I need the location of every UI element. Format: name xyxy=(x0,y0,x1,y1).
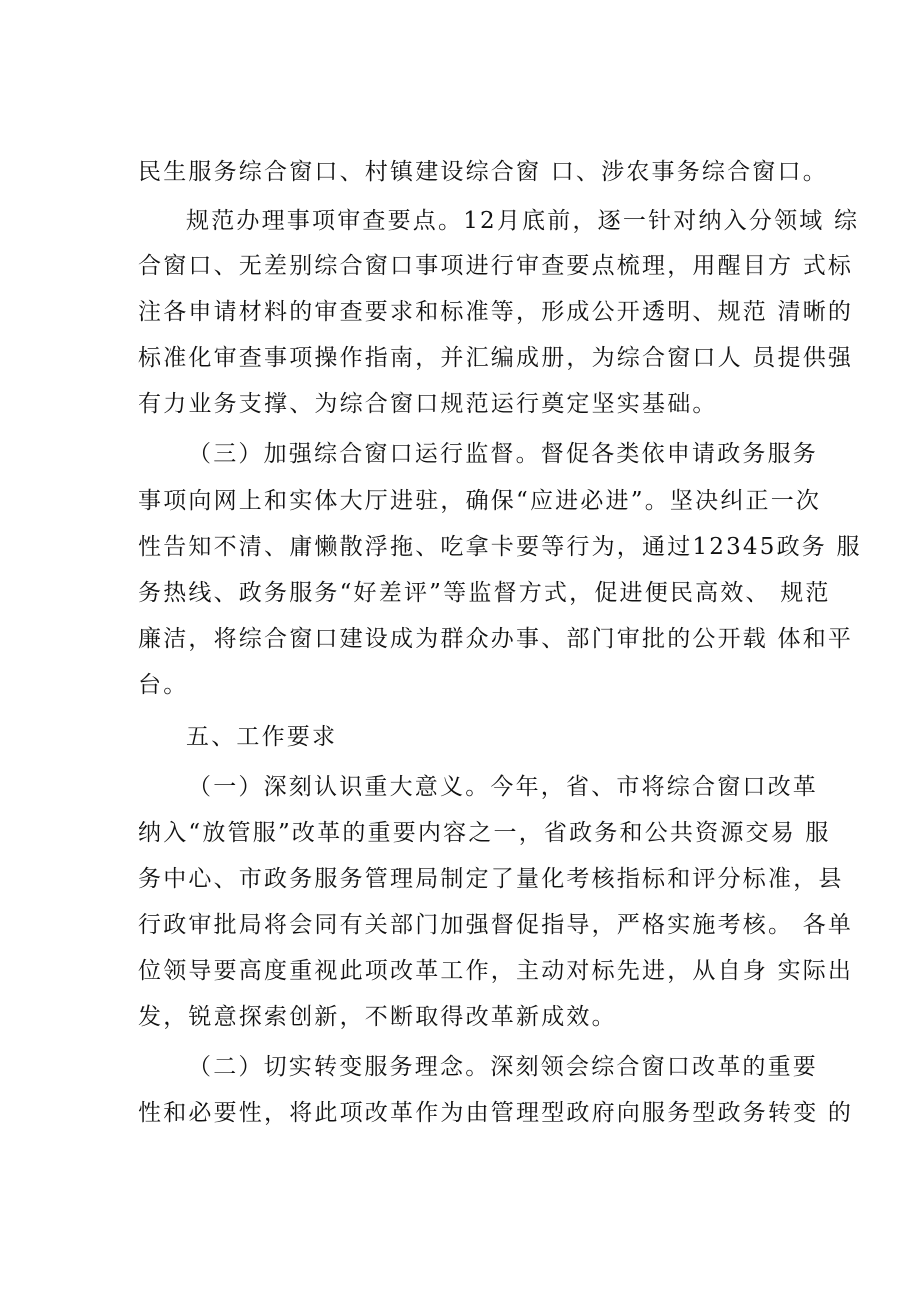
text-line: 务中心、市政务服务管理局制定了量化考核指标和评分标准，县 xyxy=(138,866,844,892)
text-line: 有力业务支撑、为综合窗口规范运行奠定坚实基础。 xyxy=(138,391,718,417)
text-line: 规范办理事项审查要点。12月底前，逐一针对纳入分领域 综 xyxy=(186,208,860,234)
text-line: 台。 xyxy=(138,672,189,698)
text-line: 事项向网上和实体大厅进驻，确保“应进必进”。坚决纠正一次 xyxy=(138,488,822,514)
text-line: 民生服务综合窗口、村镇建设综合窗 口、涉农事务综合窗口。 xyxy=(138,159,828,185)
text-line: 廉洁，将综合窗口建设成为群众办事、部门审批的公开载 体和平 xyxy=(138,626,854,652)
text-line: 合窗口、无差别综合窗口事项进行审查要点梳理，用醒目方 式标 xyxy=(138,253,854,279)
text-line: 行政审批局将会同有关部门加强督促指导，严格实施考核。 各单 xyxy=(138,912,854,938)
text-line: 纳入“放管服”改革的重要内容之一，省政务和公共资源交易 服 xyxy=(138,820,831,846)
text-line: 性告知不清、庸懒散浮拖、吃拿卡要等行为，通过12345政务 服 xyxy=(138,534,862,560)
text-line: 位领导要高度重视此项改革工作，主动对标先进，从自身 实际出 xyxy=(138,958,854,984)
text-line: 务热线、政务服务“好差评”等监督方式，促进便民高效、 规范 xyxy=(138,580,831,606)
text-line: （三）加强综合窗口运行监督。督促各类依申请政务服务 xyxy=(188,441,818,467)
section-heading: 五、工作要求 xyxy=(186,724,338,750)
text-line: 发，锐意探索创新，不断取得改革新成效。 xyxy=(138,1004,617,1030)
text-line: 注各申请材料的审查要求和标准等，形成公开透明、规范 清晰的 xyxy=(138,299,854,325)
text-line: 性和必要性，将此项改革作为由管理型政府向服务型政务转变 的 xyxy=(138,1100,854,1126)
text-line: （二）切实转变服务理念。深刻领会综合窗口改革的重要 xyxy=(188,1054,818,1080)
text-line: （一）深刻认识重大意义。今年，省、市将综合窗口改革 xyxy=(188,774,818,800)
text-line: 标准化审查事项操作指南，并汇编成册，为综合窗口人 员提供强 xyxy=(138,345,854,371)
